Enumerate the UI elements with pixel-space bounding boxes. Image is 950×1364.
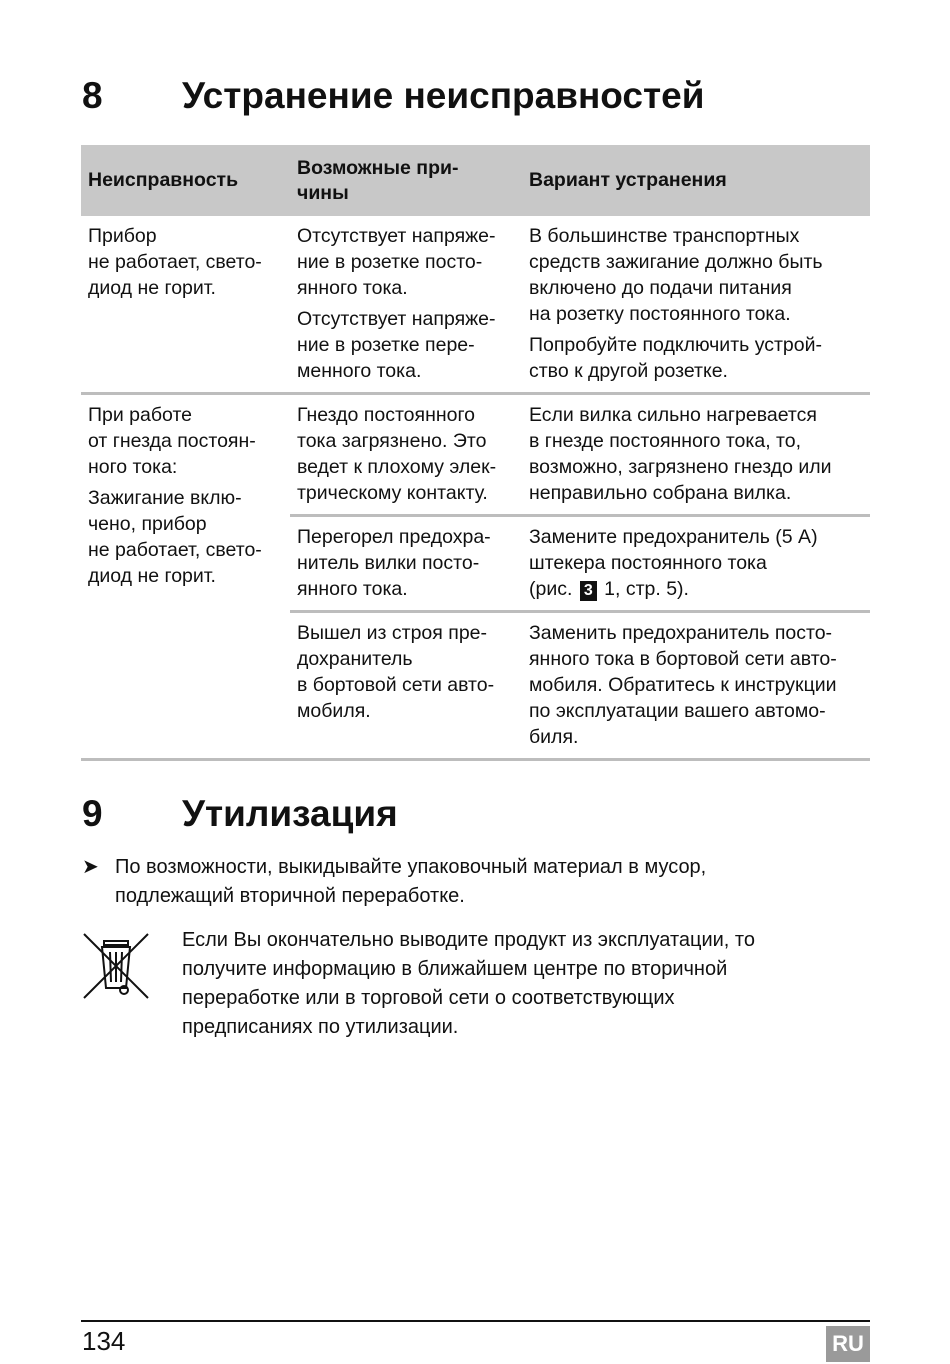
fault-cell: При работе от гнезда постоян- ного тока: Зажигание вклю- чено, прибор не работает, свето- диод не горит. — [81, 394, 290, 760]
arrow-bullet-icon: ➤ — [82, 856, 99, 878]
section-title: Устранение неисправностей — [182, 75, 705, 116]
crossed-out-wheelie-bin-icon — [82, 932, 150, 1000]
remedy-cell: Замените предохранитель (5 A) штекера постоянного тока (рис. 3 1, стр. 5). — [522, 516, 870, 612]
bullet-instruction — [82, 853, 862, 911]
table-row — [81, 216, 870, 394]
cause-cell: Перегорел предохра- нитель вилки посто- янного тока. — [290, 516, 522, 612]
header-cause: Возможные при- чины — [290, 145, 522, 216]
language-badge: RU — [826, 1326, 870, 1362]
fault-cell: Прибор не работает, свето- диод не горит. — [81, 216, 290, 394]
disposal-text: Если Вы окончательно выводите продукт из эксплуатации, то получите информацию в ближайшем центре по вторичной переработке или в торговой сети о соответствующих предписаниях по утилизации. — [182, 929, 755, 1038]
cause-cell: Гнездо постоянного тока загрязнено. Это ведет к плохому элек- трическому контакту. — [290, 394, 522, 516]
header-fault: Неисправность — [81, 145, 290, 216]
section-8-heading — [82, 75, 704, 117]
section-number: 9 — [82, 793, 103, 834]
section-number: 8 — [82, 75, 103, 116]
section-9-heading — [82, 793, 398, 835]
section-title: Утилизация — [182, 793, 398, 834]
bullet-text: По возможности, выкидывайте упаковочный материал в мусор, подлежащий вторичной переработке. — [115, 856, 707, 907]
figure-number-badge: 3 — [580, 581, 597, 601]
remedy-cell: Заменить предохранитель посто- янного тока в бортовой сети авто- мобиля. Обратитесь к инструкции по эксплуатации вашего автомо- биля. — [522, 612, 870, 760]
table-row — [81, 394, 870, 516]
header-remedy: Вариант устранения — [522, 145, 870, 216]
troubleshooting-table — [81, 145, 870, 761]
footer-rule — [81, 1320, 870, 1322]
page-number: 134 — [82, 1326, 126, 1356]
remedy-cell: Если вилка сильно нагревается в гнезде постоянного тока, то, возможно, загрязнено гнездо или неправильно собрана вилка. — [522, 394, 870, 516]
table-header-row — [81, 145, 870, 216]
cause-cell: Отсутствует напряже- ние в розетке посто- янного тока. Отсутствует напряже- ние в розетке пере- менного тока. — [290, 216, 522, 394]
cause-cell: Вышел из строя пре- дохранитель в бортовой сети авто- мобиля. — [290, 612, 522, 760]
remedy-cell: В большинстве транспортных средств зажигание должно быть включено до подачи питания на розетку постоянного тока. Попробуйте подключить устрой- ство к другой розетке. — [522, 216, 870, 394]
